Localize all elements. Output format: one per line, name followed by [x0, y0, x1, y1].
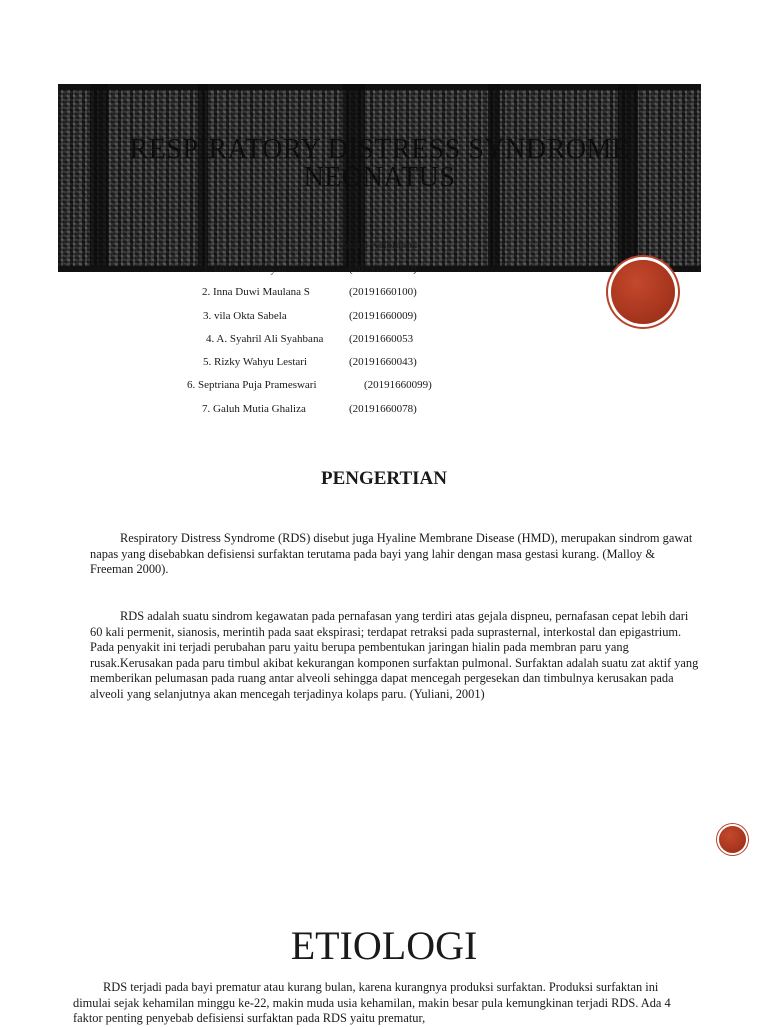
list-item [0, 281, 768, 304]
paragraph: RDS terjadi pada bayi prematur atau kurang bulan, karena kurangnya produksi surfaktan. Produksi surfaktan ini dimulai sejak kehamilan minggu ke-22, makin muda usia kehamilan, makin besar pula kemungkinan terjadi RDS. Ada 4 faktor penting penyebab defisiensi surfaktan pada RDS yaitu prematur, [73, 980, 671, 1026]
member-id: (20191660043) [349, 356, 417, 369]
title-banner [58, 84, 701, 272]
title-line-1: RESPIRATORY DISTRESS SYNDROME [129, 134, 630, 165]
members-list [0, 258, 768, 421]
member-id: (20191660053 [349, 332, 414, 345]
paragraph: RDS adalah suatu sindrom kegawatan pada pernafasan yang terdiri atas gejala dispneu, pernafasan cepat lebih dari 60 kali permenit, sianosis, merintih pada saat ekspirasi; terdapat retraksi pada suprasternal, interkostal dan epigastrium. Pada penyakit ini terjadi perubahan paru yaitu berupa pembentukan jaringan hialin pada membran paru yang rusak.Kerusakan pada paru timbul akibat kekurangan komponen surfaktan pulmonal. Surfaktan adalah suatu zat aktif yang memberikan pelumasan pada ruang antar alveoli sehingga dapat mencegah pergesekan dan timbulnya kerusakan pada alveoli yang selanjutnya akan mencegah terjadinya kolaps paru. (Yuliani, 2001) [90, 609, 699, 701]
list-item [0, 258, 768, 281]
list-item [0, 305, 768, 328]
title-line-2: NEONATUS [303, 162, 456, 193]
member-id: (20191660100) [349, 286, 417, 299]
member-name: 1. Dinda Kumayau [203, 263, 287, 275]
decorative-red-circle [719, 826, 746, 853]
list-item [0, 328, 768, 351]
member-name: 5. Rizky Wahyu Lestari [203, 356, 308, 369]
member-name: 2. Inna Duwi Maulana S [202, 286, 310, 299]
member-id: (20191660099) [364, 379, 432, 392]
member-name: 4. A. Syahril Ali Syahbana [206, 332, 324, 345]
banner-top-bar [58, 84, 701, 90]
etiology-slide [0, 896, 768, 1024]
presentation-title [58, 136, 701, 192]
definition-slide [0, 448, 768, 896]
member-id: (20191660080) [349, 263, 417, 275]
member-name: 3. vila Okta Sabela [203, 309, 287, 322]
member-name: 7. Galuh Mutia Ghaliza [202, 402, 306, 415]
list-item [0, 374, 768, 397]
section-heading: PENGERTIAN [320, 468, 447, 489]
section-heading: ETIOLOGI [290, 923, 478, 968]
list-item [0, 351, 768, 374]
member-name: 6. Septriana Puja Prameswari [187, 379, 317, 392]
paragraph: Respiratory Distress Syndrome (RDS) disebut juga Hyaline Membrane Disease (HMD), merupakan sindrom gawat napas yang disebabkan defisiensi surfaktan terutama pada bayi yang lahir dengan masa gestasi kurang. (Malloy & Freeman 2000). [90, 531, 693, 577]
title-slide [0, 0, 768, 448]
list-item [0, 398, 768, 421]
member-id: (20191660009) [349, 309, 417, 322]
members-heading: Nama Kelompok [341, 239, 418, 251]
member-id: (20191660078) [349, 402, 417, 415]
